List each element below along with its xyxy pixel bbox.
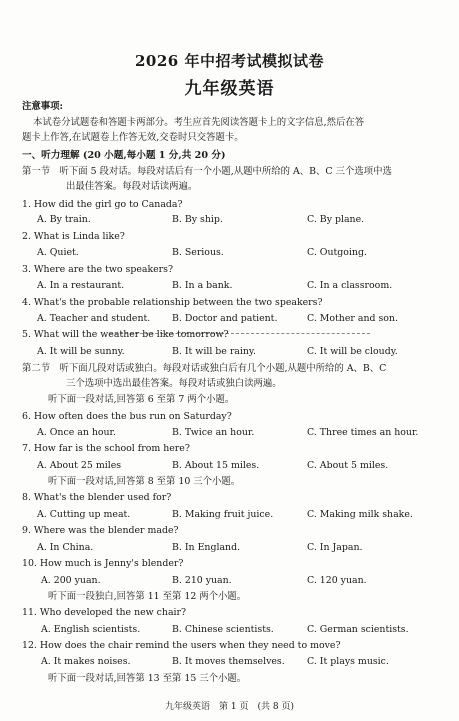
option-11a: A. English scientists. (41, 624, 141, 635)
option-6a: A. Once an hour. (37, 427, 116, 438)
option-7a: A. About 25 miles (37, 460, 122, 471)
listening-instruction-8-10: 听下面一段对话,回答第 8 至第 10 三个小题。 (48, 476, 241, 487)
option-1b: B. By ship. (172, 214, 223, 225)
option-5b: B. It will be rainy. (172, 346, 256, 357)
option-8b: B. Making fruit juice. (172, 509, 274, 520)
question-1: 1. How did the girl go to Canada? (22, 199, 183, 210)
question-7: 7. How far is the school from here? (22, 443, 190, 454)
question-2: 2. What is Linda like? (22, 231, 125, 242)
option-5a: A. It will be sunny. (37, 346, 125, 357)
part1-heading: 一、听力理解 (20 小题,每小题 1 分,共 20 分) (22, 150, 226, 161)
option-10a: A. 200 yuan. (41, 575, 101, 586)
section2-instruction-2: 三个选项中选出最佳答案。每段对话或独白读两遍。 (66, 378, 282, 389)
page-footer: 九年级英语 第 1 页 (共 8 页) (165, 702, 294, 712)
option-3c: C. In a classroom. (307, 280, 393, 291)
option-9b: B. In England. (172, 542, 241, 553)
option-11c: C. German scientists. (307, 624, 409, 635)
question-9: 9. Where was the blender made? (22, 525, 179, 536)
option-3a: A. In a restaurant. (37, 280, 125, 291)
option-4c: C. Mother and son. (307, 313, 398, 324)
option-11b: B. Chinese scientists. (172, 624, 274, 635)
option-6c: C. Three times an hour. (307, 427, 419, 438)
option-9c: C. In Japan. (307, 542, 363, 553)
option-12b: B. It moves themselves. (172, 656, 285, 667)
option-6b: B. Twice an hour. (172, 427, 255, 438)
question-8: 8. What's the blender used for? (22, 492, 172, 503)
question-3: 3. Where are the two speakers? (22, 264, 174, 275)
option-12a: A. It makes noises. (41, 656, 131, 667)
question-4: 4. What's the probable relationship between the two speakers? (22, 297, 323, 308)
section1-instruction-2: 出最佳答案。每段对话读两遍。 (66, 181, 198, 192)
listening-instruction-11-12: 听下面一段独白,回答第 11 至第 12 两个小题。 (48, 591, 247, 602)
option-1a: A. By train. (37, 214, 91, 225)
listening-instruction-6-7: 听下面一段对话,回答第 6 至第 7 两个小题。 (48, 394, 235, 405)
question-10: 10. How much is Jenny's blender? (22, 558, 184, 569)
option-3b: B. In a bank. (172, 280, 233, 291)
option-7c: C. About 5 miles. (307, 460, 389, 471)
option-8c: C. Making milk shake. (307, 509, 413, 520)
notice-heading: 注意事项: (22, 101, 63, 112)
option-9a: A. In China. (37, 542, 94, 553)
notice-line-1: 本试卷分试题卷和答题卡两部分。考生应首先阅读答题卡上的文字信息,然后在答 (33, 117, 365, 128)
section1-instruction-1: 第一节 听下面 5 段对话。每段对话后有一个小题,从题中所给的 A、B、C 三个选项中选 (22, 166, 392, 177)
question-5: 5. What will the weather be like tomorrow? (22, 329, 229, 340)
option-8a: A. Cutting up meat. (37, 509, 131, 520)
option-4a: A. Teacher and student. (37, 313, 151, 324)
exam-subject: 九年级英语 (184, 79, 275, 99)
option-2c: C. Outgoing. (307, 247, 367, 258)
section2-instruction-1: 第二节 听下面几段对话或独白。每段对话或独白后有几个小题,从题中所给的 A、B、C (22, 363, 387, 374)
question-12: 12. How does the chair remind the users when they need to move? (22, 640, 341, 651)
option-2b: B. Serious. (172, 247, 224, 258)
option-12c: C. It plays music. (307, 656, 389, 667)
notice-line-2: 题卡上作答,在试题卷上作答无效,交卷时只交答题卡。 (22, 132, 244, 143)
option-4b: B. Doctor and patient. (172, 313, 278, 324)
question-6: 6. How often does the bus run on Saturday? (22, 411, 232, 422)
option-10c: C. 120 yuan. (307, 575, 367, 586)
option-2a: A. Quiet. (37, 247, 79, 258)
question-11: 11. Who developed the new chair? (22, 607, 187, 618)
option-7b: B. About 15 miles. (172, 460, 260, 471)
option-10b: B. 210 yuan. (172, 575, 232, 586)
option-5c: C. It will be cloudy. (307, 346, 398, 357)
exam-title: 2026 年中招考试模拟试卷 (135, 52, 324, 70)
listening-instruction-13-15: 听下面一段对话,回答第 13 至第 15 三个小题。 (48, 673, 247, 684)
option-1c: C. By plane. (307, 214, 365, 225)
